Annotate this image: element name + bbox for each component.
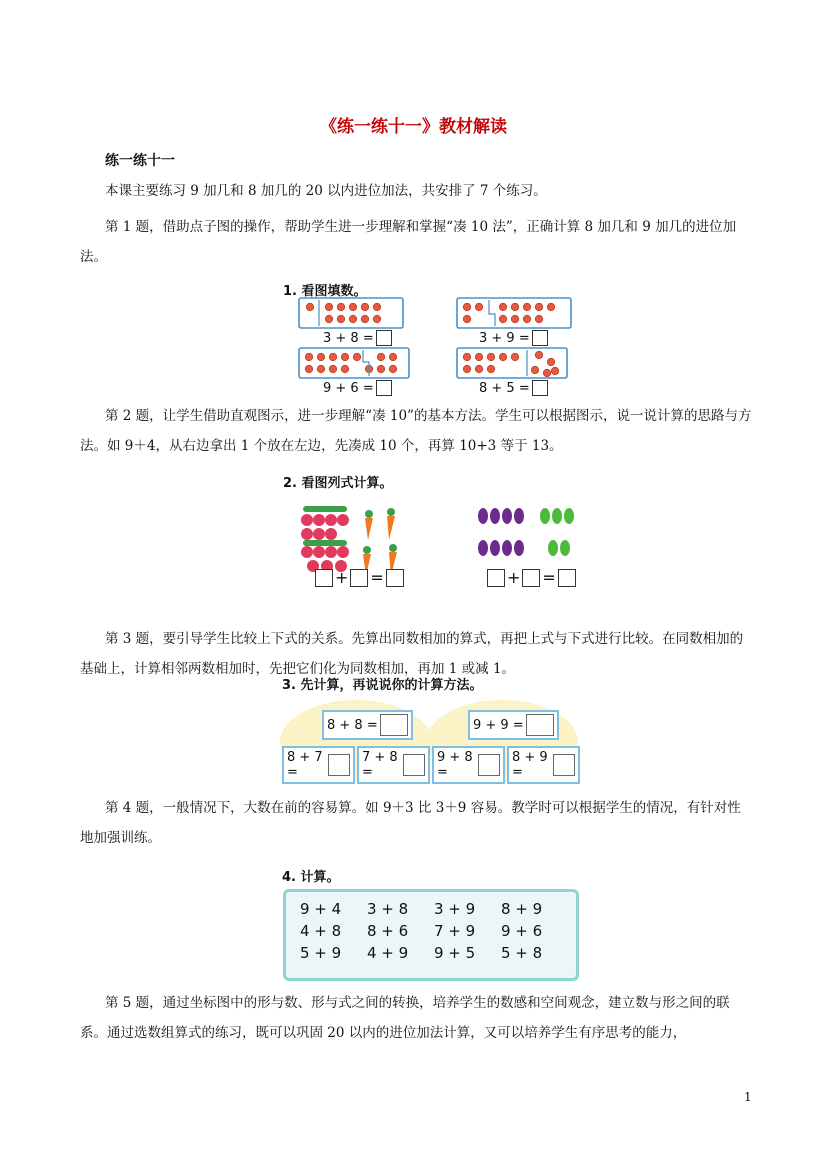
fig3-bottom-row	[282, 746, 580, 784]
fig3-bottom-2-text: 7 + 8 =	[362, 750, 398, 780]
fig1-eq-3-text: 9 + 6 =	[323, 380, 374, 396]
fig3-top-right-text: 9 + 9 =	[473, 717, 524, 733]
answer-box[interactable]	[532, 380, 548, 396]
fig1-eq-2	[479, 330, 548, 346]
answer-box[interactable]	[386, 569, 404, 587]
calc-item: 8 + 6	[367, 922, 409, 940]
fig2-eq-right	[487, 568, 576, 587]
calc-item: 3 + 8	[367, 900, 409, 918]
page-title: 《练一练十一》教材解读	[320, 117, 507, 137]
answer-box[interactable]	[403, 754, 425, 776]
figure-1-title: 1. 看图填数。	[283, 284, 367, 299]
paragraph-ex3: 第 3 题，要引导学生比较上下式的关系。先算出同数相加的算式，再把上式与下式进行比较。在同数相加的基础上，计算相邻两数相加时，先把它们化为同数相加，再加 1 或减 1。	[80, 631, 744, 677]
fig1-eq-3	[323, 380, 392, 396]
figure-1	[283, 280, 583, 398]
equals-sign: =	[370, 568, 384, 587]
answer-box[interactable]	[350, 569, 368, 587]
answer-box[interactable]	[376, 380, 392, 396]
fig1-eq-4	[479, 380, 548, 396]
answer-box[interactable]	[376, 330, 392, 346]
answer-box[interactable]	[315, 569, 333, 587]
fig3-bottom-3	[432, 746, 505, 784]
fig2-eq-left	[315, 568, 404, 587]
calc-item: 9 + 5	[434, 944, 476, 962]
figure-3	[280, 670, 580, 782]
answer-box[interactable]	[532, 330, 548, 346]
fig3-top-left-text: 8 + 8 =	[327, 717, 378, 733]
calc-item: 8 + 9	[501, 900, 543, 918]
calc-item: 4 + 9	[367, 944, 409, 962]
fig1-eq-1	[323, 330, 392, 346]
answer-box[interactable]	[558, 569, 576, 587]
paragraph-ex1: 第 1 题，借助点子图的操作，帮助学生进一步理解和掌握“凑 10 法”，正确计算 8 加几和 9 加几的进位加法。	[80, 219, 737, 265]
figure-2-title: 2. 看图列式计算。	[283, 476, 393, 491]
answer-box[interactable]	[380, 714, 408, 736]
fig3-bottom-1	[282, 746, 355, 784]
fig1-eq-1-text: 3 + 8 =	[323, 330, 374, 346]
answer-box[interactable]	[553, 754, 575, 776]
paragraph-ex5: 第 5 题，通过坐标图中的形与数、形与式之间的转换，培养学生的数感和空间观念，建立数与形之间的联系。通过选数组算式的练习，既可以巩固 20 以内的进位加法计算，又可以培养学生有序思考的能力，	[80, 995, 730, 1041]
calculation-panel	[283, 889, 579, 981]
answer-box[interactable]	[328, 754, 350, 776]
fig3-bottom-4	[507, 746, 580, 784]
answer-box[interactable]	[526, 714, 554, 736]
answer-box[interactable]	[478, 754, 500, 776]
fig3-bottom-1-text: 8 + 7 =	[287, 750, 323, 780]
fig1-eq-4-text: 8 + 5 =	[479, 380, 530, 396]
calc-item: 4 + 8	[300, 922, 342, 940]
fig3-top-left	[322, 710, 413, 740]
calc-item: 5 + 9	[300, 944, 342, 962]
section-heading: 练一练十一	[105, 153, 175, 169]
calc-item: 7 + 9	[434, 922, 476, 940]
calc-item: 9 + 4	[300, 900, 342, 918]
fig3-bottom-4-text: 8 + 9 =	[512, 750, 548, 780]
calc-item: 9 + 6	[501, 922, 543, 940]
page-number: 1	[744, 1090, 752, 1104]
fig3-bottom-2	[357, 746, 430, 784]
fig1-eq-2-text: 3 + 9 =	[479, 330, 530, 346]
figure-3-title: 3. 先计算，再说说你的计算方法。	[282, 678, 483, 693]
plus-sign: +	[335, 568, 349, 587]
calc-item: 5 + 8	[501, 944, 543, 962]
paragraph-ex2: 第 2 题，让学生借助直观图示，进一步理解“凑 10”的基本方法。学生可以根据图示，说一说计算的思路与方法。如 9＋4，从右边拿出 1 个放在左边，先凑成 10 个，再算 10+3 等于 13。	[80, 408, 752, 454]
paragraph-intro: 本课主要练习 9 加几和 8 加几的 20 以内进位加法，共安排了 7 个练习。	[105, 183, 547, 199]
figure-4-title: 4. 计算。	[282, 870, 340, 885]
figure-2	[283, 470, 583, 592]
answer-box[interactable]	[522, 569, 540, 587]
fig3-top-right	[468, 710, 559, 740]
equals-sign: =	[542, 568, 556, 587]
calc-item: 3 + 9	[434, 900, 476, 918]
fig3-bottom-3-text: 9 + 8 =	[437, 750, 473, 780]
plus-sign: +	[507, 568, 521, 587]
paragraph-ex4: 第 4 题，一般情况下，大数在前的容易算。如 9＋3 比 3＋9 容易。教学时可以根据学生的情况，有针对性地加强训练。	[80, 800, 741, 846]
answer-box[interactable]	[487, 569, 505, 587]
calculation-grid	[300, 900, 568, 962]
